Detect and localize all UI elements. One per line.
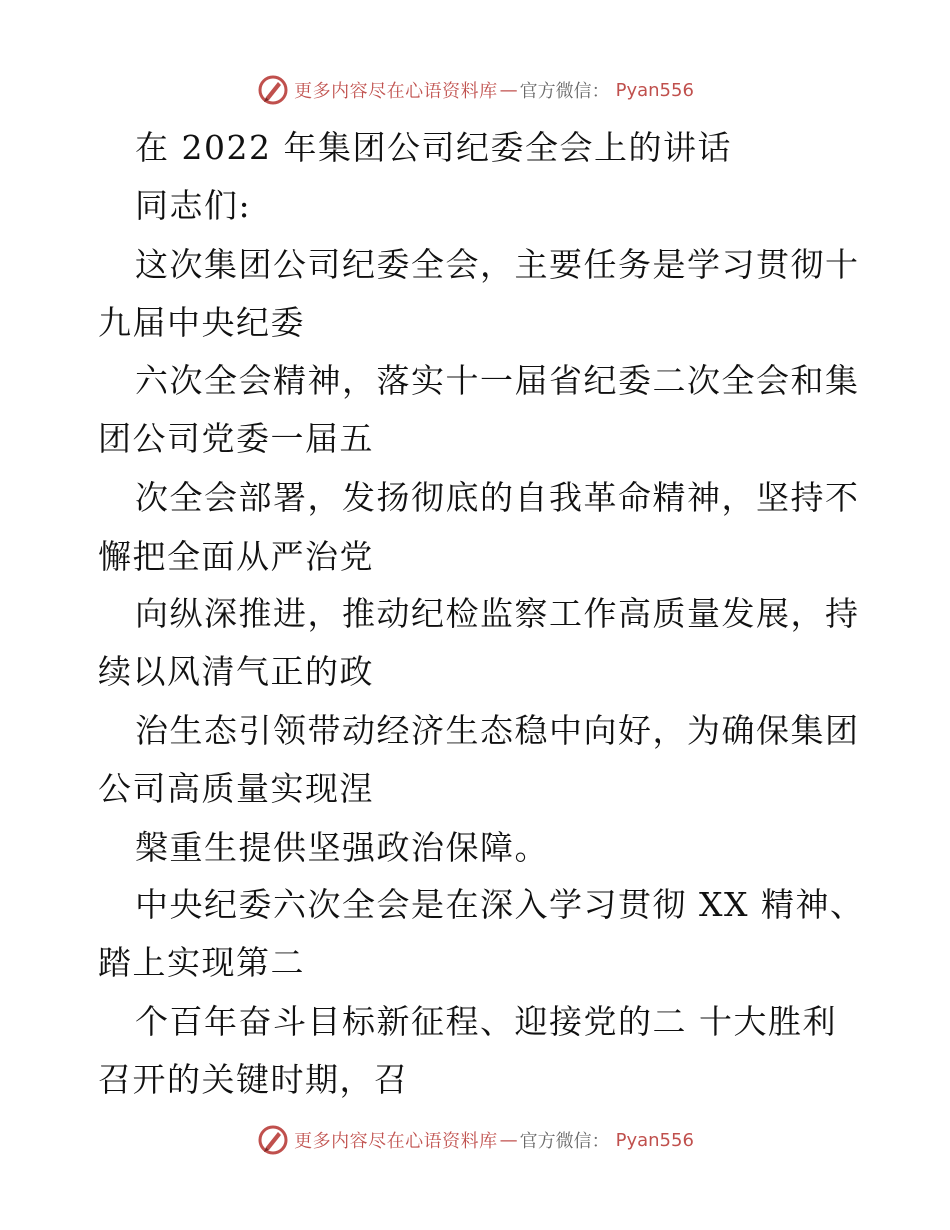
paragraph-line: 次全会部署，发扬彻底的自我革命精神，坚持不	[135, 478, 860, 517]
watermark-account: Pyan556	[615, 79, 694, 101]
paragraph-line: 个百年奋斗目标新征程、迎接党的二 十大胜利	[135, 1002, 837, 1041]
watermark-dash: —	[499, 1129, 518, 1151]
watermark-wechat-label: 官方微信：	[519, 1131, 610, 1152]
paragraph-line: 团公司党委一届五	[98, 419, 374, 458]
paragraph-line: 治生态引领带动经济生态稳中向好，为确保集团	[135, 711, 860, 750]
watermark-site-text: 更多内容尽在心语资料库	[294, 1131, 498, 1152]
footer-watermark	[0, 1120, 950, 1160]
watermark-site-text: 更多内容尽在心语资料库	[294, 81, 498, 102]
watermark-wechat-label: 官方微信：	[519, 81, 610, 102]
watermark-dash: —	[499, 79, 518, 101]
paragraph-line: 公司高质量实现涅	[98, 769, 374, 808]
watermark-account: Pyan556	[615, 1129, 694, 1151]
paragraph-line: 槃重生提供坚强政治保障。	[135, 828, 549, 867]
paragraph-line: 召开的关键时期，召	[98, 1060, 409, 1099]
paragraph-line: 这次集团公司纪委全会，主要任务是学习贯彻十	[135, 245, 860, 284]
paragraph-line: 中央纪委六次全会是在深入学习贯彻 XX 精神、	[135, 885, 865, 924]
document-title: 在 2022 年集团公司纪委全会上的讲话	[135, 128, 732, 167]
paragraph-line: 续以风清气正的政	[98, 652, 374, 691]
paragraph-line: 六次全会精神，落实十一届省纪委二次全会和集	[135, 361, 860, 400]
paragraph-line: 向纵深推进，推动纪检监察工作高质量发展，持	[135, 594, 860, 633]
paragraph-line: 九届中央纪委	[98, 303, 305, 342]
paragraph-line: 踏上实现第二	[98, 943, 305, 982]
salutation: 同志们:	[135, 186, 252, 225]
paragraph-line: 懈把全面从严治党	[98, 537, 374, 576]
pen-circle-icon	[256, 1123, 290, 1157]
